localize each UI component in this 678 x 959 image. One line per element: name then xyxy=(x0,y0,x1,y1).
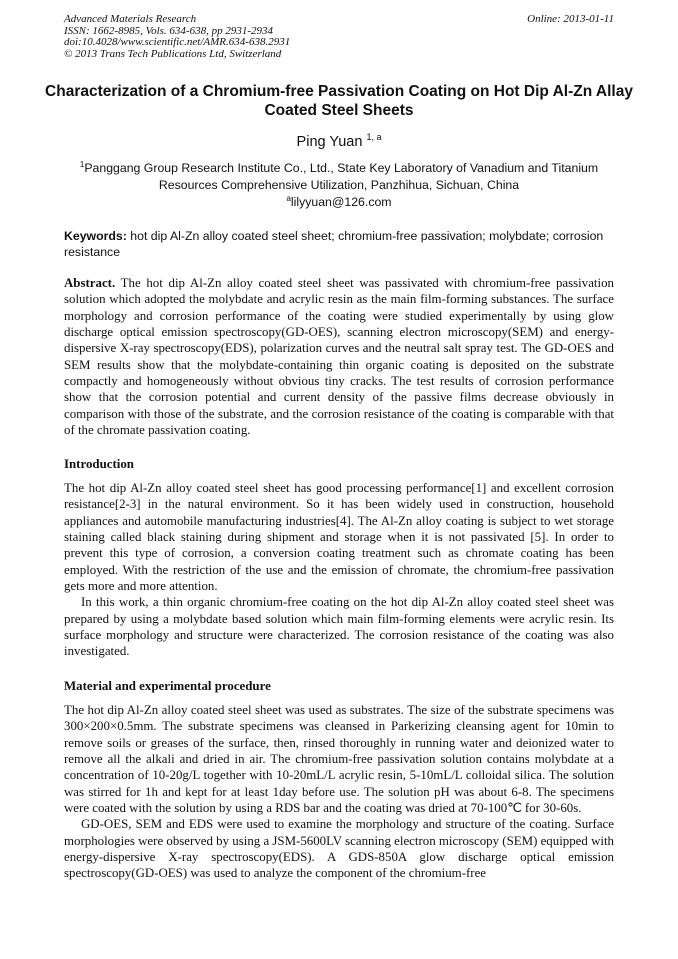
email xyxy=(0,194,678,209)
journal-name: Advanced Materials Research xyxy=(64,13,197,25)
paragraph: The hot dip Al-Zn alloy coated steel sheet has good processing performance[1] and excellent corrosion resistance[2-3] in the natural environment. So it has been widely used in construction, household appliances and automobile manufacturing industries[4]. The Al-Zn alloy coating is subject to wet storage staining called black staining during shipment and storage when it is not passivated [5]. In order to prevent this type of corrosion, a conversion coating treatment such as chromate coating has been employed. With the restriction of the use and the emission of chromate, the chromium-free passivation gets more and more attention. xyxy=(64,481,614,594)
section-introduction xyxy=(64,456,614,660)
section-material xyxy=(64,678,614,882)
journal-header xyxy=(64,14,614,60)
keywords-label: Keywords: xyxy=(64,229,127,243)
email-text: lilyyuan@126.com xyxy=(290,195,392,209)
doi: doi:10.4028/www.scientific.net/AMR.634-638.2931 xyxy=(64,36,291,48)
email-sup: a xyxy=(286,194,291,203)
copyright: © 2013 Trans Tech Publications Ltd, Switzerland xyxy=(64,47,282,60)
author-sup: 1, a xyxy=(366,132,382,142)
author xyxy=(0,132,678,150)
online-date: Online: 2013-01-11 xyxy=(527,13,614,25)
affiliation-text: Panggang Group Research Institute Co., Ltd., State Key Laboratory of Vanadium and Titanium Resources Comprehensive Utilization, Panzhihua, Sichuan, China xyxy=(84,161,599,192)
paragraph: The hot dip Al-Zn alloy coated steel sheet was used as substrates. The size of the substrate specimens was 300×200×0.5mm. The substrate specimens was cleansed in Parkerizing cleansing agent for 10min to remove soils or greases of the surface, then, rinsed thoroughly in running water and deionized water to remove all the alkali and dried in air. The chromium-free passivation solution contains molybdate at a concentration of 10-20g/L together with 10-20mL/L acrylic resin, 5-10mL/L colloidal silica. The solution was stirred for 1h and kept for at least 1day before use. The solution pH was about 6-8. The specimens were coated with the solution by using a RDS bar and the coating was dried at 70-100℃ for 30-60s. xyxy=(64,703,614,816)
issn: ISSN: 1662-8985, Vols. 634-638, pp 2931-2934 xyxy=(64,24,273,37)
paragraph: GD-OES, SEM and EDS were used to examine the morphology and structure of the coating. Surface morphologies were observed by using a JSM-5600LV scanning electron microscopy (SEM) equipped with energy-dispersive X-ray spectroscopy(EDS). A GDS-850A glow discharge optical emission spectroscopy(GD-OES) was used to analyze the component of the chromium-free xyxy=(64,817,614,881)
section-heading: Material and experimental procedure xyxy=(64,679,271,693)
affiliation-sup: 1 xyxy=(79,160,85,169)
paragraph: In this work, a thin organic chromium-free coating on the hot dip Al-Zn alloy coated steel sheet was prepared by using a molybdate based solution which main film-forming elements were acrylic resin. Its surface morphology and structure were characterized. The corrosion resistance of the coating was also investigated. xyxy=(64,595,614,659)
paper-title: Characterization of a Chromium-free Passivation Coating on Hot Dip Al-Zn Allay Coated Steel Sheets xyxy=(45,83,633,119)
keywords-text: hot dip Al-Zn alloy coated steel sheet; chromium-free passivation; molybdate; corrosion resistance xyxy=(64,229,604,259)
section-heading: Introduction xyxy=(64,457,134,471)
abstract-text: The hot dip Al-Zn alloy coated steel sheet was passivated with chromium-free passivation solution which adopted the molybdate and acrylic resin as the main film-forming substances. The surface morphology and corrosion performance of the coating were studied experimentally by using glow discharge optical emission spectroscopy(GD-OES), scanning electron microscopy(SEM) and energy-dispersive X-ray spectroscopy(EDS), polarization curves and the neutral salt spray test. The GD-OES and SEM results show that the molybdate-containing thin organic coating is deposited on the substrate compactly and homogeneously without obvious tiny cracks. The test results of corrosion performance show that the corrosion potential and current density of the passive films decrease obviously in comparison with those of the substrate, and the corrosion resistance of the coating is comparable with that of the chromate passivation coating. xyxy=(64,276,614,438)
abstract-label: Abstract. xyxy=(64,276,116,290)
keywords xyxy=(64,229,614,260)
abstract xyxy=(64,275,614,438)
affiliation xyxy=(50,156,628,194)
author-name: Ping Yuan xyxy=(296,134,367,150)
